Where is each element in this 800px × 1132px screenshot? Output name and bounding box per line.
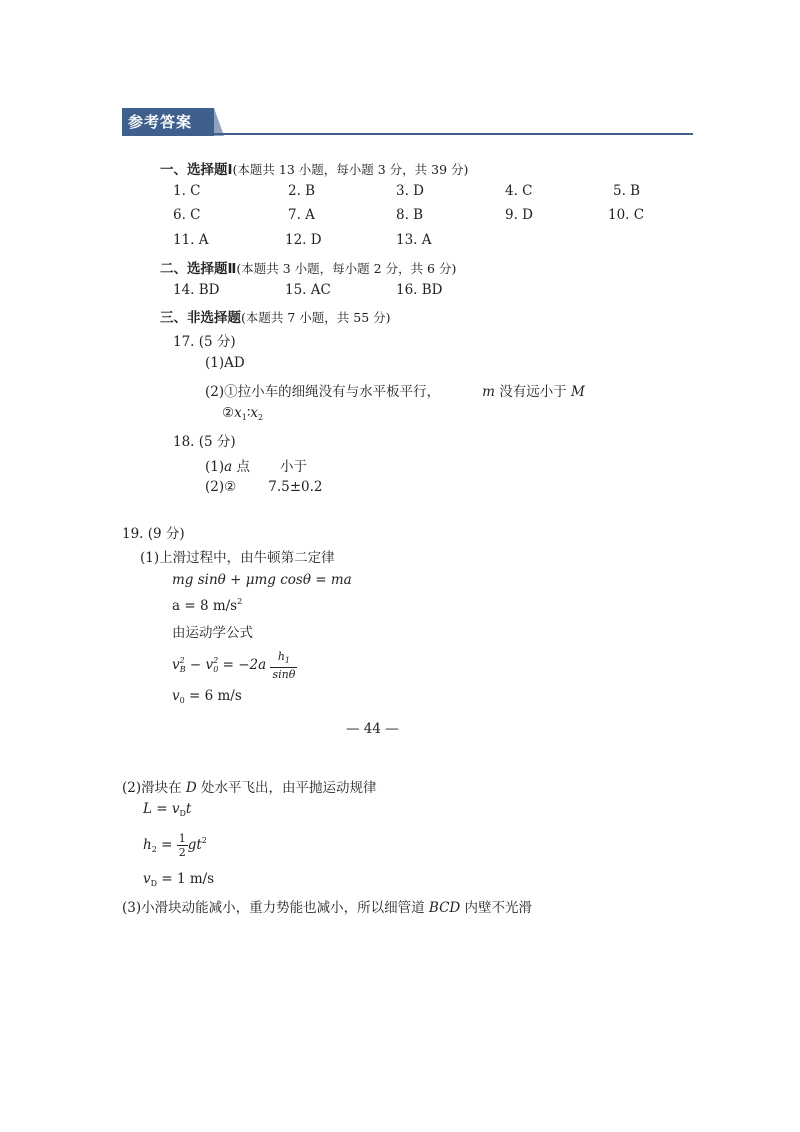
answer-5: 5. B [613,183,641,199]
answer-4: 4. C [505,183,533,199]
q19-eq3: $v^2_B - v^2_0 = -2a$ $\frac{h_1}{\sin\theta}$ [172,650,296,681]
q19-eq3-fraction: $\frac{h_1}{\sin\theta}$ [272,650,296,681]
q19-head: 19. (9 分) [122,526,185,542]
header-decoration [214,108,224,136]
answer-10: 10. C [608,207,645,223]
q19-part3: (3)小滑块动能减小，重力势能也减小，所以细管道 BCD 内壁不光滑 [122,900,533,916]
q17-part1: (1)AD [205,355,245,371]
q18-part1: (1)a 点 小于 [205,459,307,475]
q19-part1: (1)上滑过程中，由牛顿第二定律 [140,550,335,566]
answer-9: 9. D [505,207,533,223]
section1-note: (本题共 13 小题，每小题 3 分，共 39 分) [232,162,469,177]
answer-header-title: 参考答案 [122,108,214,136]
q17-head: 17. (5 分) [173,334,236,350]
answer-8: 8. B [396,207,424,223]
answer-16: 16. BD [396,282,443,298]
q19-eq5: $L = v_Dt$ [143,801,192,818]
section2-title: 二、选择题Ⅱ(本题共 3 小题，每小题 2 分，共 6 分) [160,261,457,277]
answer-1: 1. C [173,183,201,199]
answer-7: 7. A [288,207,315,223]
q19-eq4: $v_0 = 6$ m/s [172,688,242,705]
q19-eq2: a = 8 $m/s^2$ [172,597,243,614]
q19-eq7: $v_D = 1$ m/s [143,871,215,888]
q19-eq6-fraction: $\frac{1}{2}$ [178,832,186,859]
q18-part2: (2)② 7.5±0.2 [205,479,323,495]
answer-12: 12. D [285,232,322,248]
answer-14: 14. BD [173,282,220,298]
q18-head: 18. (5 分) [173,434,236,450]
answer-2: 2. B [288,183,316,199]
answer-15: 15. AC [285,282,331,298]
answer-11: 11. A [173,232,209,248]
q17-part2-ratio: $②x_1∶x_2$ [222,405,264,422]
q19-eq1: mg sinθ + μmg cosθ = ma [172,572,352,588]
q19-part2: (2)滑块在 D 处水平飞出，由平抛运动规律 [122,780,377,796]
section3-title: 三、非选择题(本题共 7 小题，共 55 分) [160,310,391,326]
page-number: — 44 — [346,721,399,737]
section2-note: (本题共 3 小题，每小题 2 分，共 6 分) [236,261,457,276]
q19-kinematics-label: 由运动学公式 [172,625,253,641]
section1-title: 一、选择题Ⅰ(本题共 13 小题，每小题 3 分，共 39 分) [160,162,469,178]
header-rule [122,133,693,135]
answer-6: 6. C [173,207,201,223]
q17-part2: (2)①拉小车的细绳没有与水平板平行， m 没有远小于 M [205,384,585,400]
answer-13: 13. A [396,232,432,248]
answer-3: 3. D [396,183,424,199]
section3-note: (本题共 7 小题，共 55 分) [241,310,391,325]
q19-eq6: $h_2$ = $\frac{1}{2}$ $gt^2$ [143,832,207,859]
